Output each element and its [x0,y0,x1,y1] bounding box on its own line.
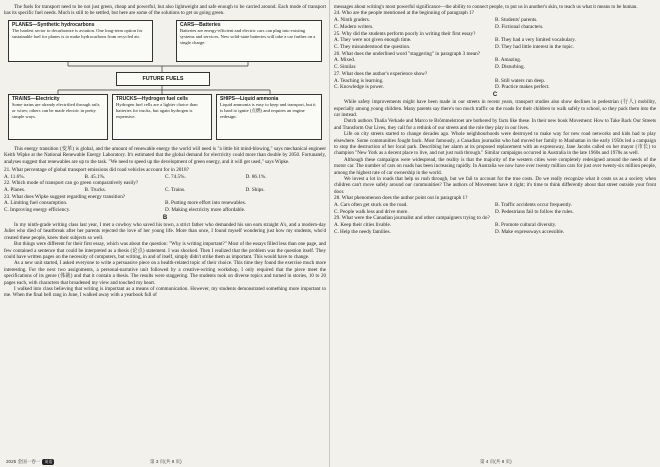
future-fuels-diagram [8,20,322,142]
option-b: B. Traffic accidents occur frequently. [495,201,573,208]
planes-box [8,20,153,62]
question-stem: Who are the people mentioned at the beginning of paragraph 1? [341,10,474,17]
question-number: 25. [334,30,341,37]
option-a: A. Planes. [4,187,26,194]
question-28 [334,195,656,215]
ships-text: Liquid ammonia is easy to keep and transport, but it is hard to ignite (点燃) and requires an engine redesign. [220,102,316,119]
subject-badge: 英语 [44,459,53,464]
option-a: A. Limiting fuel consumption. [4,200,68,207]
section-b-heading: B [162,215,168,221]
option-b: B. They had a very limited vocabulary. [495,37,576,44]
left-footer-page: 第 3 页(共 8 页) [150,459,182,464]
option-b: B. Students' parents. [495,17,538,23]
option-a: A. Cars often get stuck on the road. [334,201,408,208]
option-a: A. They were not given enough time. [334,37,412,44]
planes-title: PLANES—Synthetic hydrocarbons [12,22,95,29]
left-page [4,0,326,467]
ships-box [216,94,322,140]
question-number: 23. [4,193,11,200]
option-a: A. Mixed. [334,57,356,64]
question-number: 24. [334,10,341,17]
question-number: 28. [334,195,341,202]
option-b: B. Still waters run deep. [495,77,546,84]
cars-title: CARS—Batteries [180,22,221,29]
question-stem: What percentage of global transport emissions did road vehicles account for in 2018? [11,167,189,174]
option-c: C. Improving energy efficiency. [4,207,71,214]
cars-text: Batteries are energy-efficient and electric cars can plug into existing systems and services. New solid-state batteries will take a car farther on a single charge. [180,28,316,45]
option-b: B. 45.1%. [84,173,106,180]
right-footer-page: 第 4 页(共 8 页) [480,459,512,464]
option-d: D. Making electricity more affordable. [165,207,246,214]
future-fuels-title: FUTURE FUELS [116,72,210,86]
option-c: C. 74.5%. [165,173,186,180]
left-footer-year [6,459,54,465]
passage-b-paragraph-3: As a new unit started, I asked everyone to write a persuasive piece on a health-related topic of their choice. This time they found the exercise much more interesting. For the next two assignments, a personal-narrative unit followed by a creative-writing workshop, I only required that the piece meet the specifications of its genre (体裁) and that it contain a thesis. The results were staggering. The students took on diverse topics and turned in stories, 10 to 20 pages each, with characters that broadened my view and touched my heart. [4,260,326,286]
question-26 [334,51,656,71]
passage-c-paragraph-2: Dutch authors Thalia Verkade and Marco te Brömmelstroet are bothered by facts like these. In their new book Movement: How to Take Back Our Streets and Transform Our Lives, they call for a rethink of our streets and the role they play in our lives. [334,118,656,131]
planes-text: The hardest sector to decarbonize is aviation. One long-term option for sustainable fuel for planes is to make hydrocarbons from recycled air. [12,28,143,39]
trucks-title: TRUCKS—Hydrogen fuel cells [116,96,188,103]
option-b: B. Promote cultural diversity. [495,222,557,229]
option-c: C. They misunderstood the question. [334,43,411,50]
passage-c-paragraph-5: We invest a lot in roads that help us rush through, but we fail to account for the true costs. Do we really recognize what it costs us as a society when children can't move safely around our communities? The authors of Movement have it right; it's time to think differently about that street outside your front door. [334,176,656,195]
option-a: A. 11.6%. [4,173,25,180]
trucks-box [112,94,212,140]
page-divider [329,0,330,467]
option-a: A. Keep their cities livable. [334,222,392,229]
section-c-heading: C [492,92,498,99]
option-c: C. Knowledge is power. [334,84,384,91]
option-d: D. Disturbing. [495,64,525,71]
question-number: 26. [334,50,341,57]
option-d: D. 86.1%. [245,173,267,180]
question-stem: Which mode of transport can go green comparatively easily? [11,180,139,187]
question-stem: What phenomenon does the author point out in paragraph 1? [341,195,468,202]
passage-b-paragraph-1: In my ninth-grade writing class last year, I met a cowboy who saved his town, a strict father who demanded his son earn straight A's, and a modern-day Juliet who died of heartbreak after her parents rejected the love of her young life. More than once, I found myself wondering just how my students, who'd created these people, knew their subjects so well. [4,222,326,241]
option-d: D. Ships. [245,187,265,194]
option-b: B. Putting more effort into renewables. [165,200,247,207]
option-c: C. Modern writers. [334,23,374,30]
option-b: B. Trucks. [84,187,106,194]
question-24 [334,10,656,30]
question-stem: What were the Canadian journalist and other campaigners trying to do? [341,215,490,222]
trains-text: Some trains are already electrified through rails or wires; others can be made electric in pretty simple ways. [12,102,100,119]
question-23 [4,194,326,214]
ships-title: SHIPS—Liquid ammonia [220,96,279,103]
question-number: 27. [334,70,341,77]
passage-c-paragraph-1: While safety improvements might have been made in our streets in recent years, transport studies also show declines in pedestrian (行人) mobility, especially among young children. Many parents say there's too much traffic on the roads for their children to walk safely to school, so they pack them into the car instead. [334,99,656,118]
option-d: D. Make expressways accessible. [495,228,565,235]
option-d: D. Pedestrians fail to follow the rules. [495,208,574,215]
question-stem: What does Wipke suggest regarding energy transition? [11,193,126,200]
question-number: 21. [4,167,11,174]
question-stem: Why did the students perform poorly in writing their first essay? [341,30,476,37]
passage-b-paragraph-2: But things were different for their first essay, which was about the question: "Why is writing important?" Most of the essays filled less than one page, and few contained a sentence that could be interpreted as a thesis (论点) statement. I was shocked. Then I realized that the problem was the question itself. They could have written pages on the necessity of computers, but writing, in and of itself, simply didn't strike them as important. This would have to change. [4,241,326,261]
question-22 [4,180,326,193]
option-b: B. Amazing. [495,57,522,64]
passage-c-paragraph-3: Life on city streets started to change decades ago. Whole neighbourhoods were destroyed to make way for new road networks and kids had to play elsewhere. Some communities fought back. Most famously, a Canadian journalist who had moved her family to Manhattan in the early 1950s led a campaign to stop the destruction of her local park. Describing her alarm at its proposed replacement with an expressway, Jane Jacobs called on her mayor (市长) to champion "New York as a decent place to live, and not just rush through." Similar campaigns occurred in Australia in the late 1960s and 1970s as well. [334,131,656,157]
trucks-text: Hydrogen fuel cells are a lighter choice than batteries for trucks, but again hydrogen is expensive. [116,102,198,119]
question-21 [4,167,326,180]
option-d: D. Fictional characters. [495,23,544,30]
question-27 [334,71,656,91]
passage-b-paragraph-4: I walked into class believing that writing is important as a means of communication. However, my students demonstrated something more important to me. When the final bell rang in June, I walked away with a yearbook full of [4,286,326,299]
option-c: C. Help the needy families. [334,228,391,235]
question-29 [334,215,656,235]
trains-box [8,94,108,140]
option-d: D. They had little interest in the topic. [495,43,574,50]
cars-box [176,20,322,62]
option-a: A. Teaching is learning. [334,77,384,84]
footer-year: 2025 金国一卷一 [6,459,41,464]
question-number: 22. [4,180,11,187]
option-d: D. Practice makes perfect. [495,84,550,91]
passage-b-continuation: messages about writing's most powerful significance—the ability to connect people, to put us in another's skin, to teach us what it means to be human. [334,4,638,10]
option-c: C. Trains. [165,187,186,194]
question-25 [334,31,656,51]
intro-paragraph: The fuels for transport need to be not just green, cheap and powerful, but also lightweight and safe enough to be carried around. Each mode of transport has its specific fuel needs. Much is still to be settled, but here are some of the solutions to get us going green. [4,4,326,17]
question-stem: What does the author's experience show? [341,70,428,77]
passage-c-paragraph-4: Although these campaigns were widespread, the reality is that the majority of the western cities were completely redesigned around the needs of the motor car. The number of cars on roads has been increasing rapidly. In Australia we now have over twenty million cars for just over twenty-six million people, among the highest rate of car ownership in the world. [334,156,656,176]
right-page [334,0,656,467]
passage-a-paragraph: This energy transition (变革) is global, and the amount of renewable energy the world will need is "a little bit mind-blowing," says mechanical engineer Keith Wipke at the National Renewable Energy Laboratory. It's estimated that the global demand for electricity could more than double by 2050. Fortunately, analyses suggest that renewables are up to the task. "We need to speed up the development of green energy, and it will get used," says Wipke. [4,145,326,165]
option-a: A. Ninth graders. [334,17,371,23]
option-c: C. People walk less and drive more. [334,208,409,215]
trains-title: TRAINS—Electricity [12,96,60,103]
option-c: C. Similar. [334,64,357,71]
question-number: 29. [334,215,341,222]
question-stem: What does the underlined word "staggering" in paragraph 3 mean? [341,50,481,57]
